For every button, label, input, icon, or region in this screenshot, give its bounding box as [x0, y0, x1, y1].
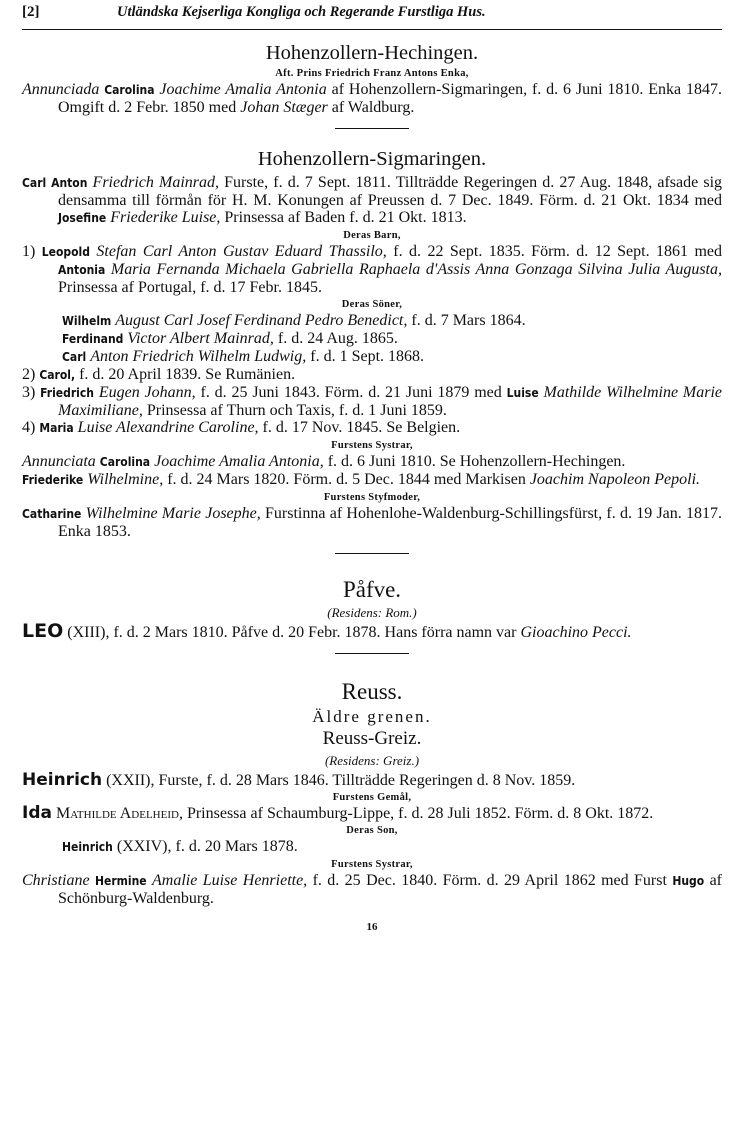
stepmother-entry: [22, 505, 722, 540]
name-bold: Friederike: [22, 473, 84, 487]
entry-text: Prinsessa af Baden f. d. 21 Okt. 1813.: [224, 209, 467, 226]
stepmother-label: Furstens Styfmoder,: [323, 492, 421, 503]
name-italic: Wilhelmine Marie Josephe,: [85, 505, 261, 522]
name-bold: Friedrich: [40, 386, 94, 400]
entry-text: f. d. 24 Aug. 1865.: [277, 330, 398, 347]
hechingen-subtitle: Aft. Prins Friedrich Franz Antons Enka,: [275, 68, 469, 79]
name-bold: Hugo: [672, 874, 705, 888]
child-4-entry: [22, 419, 722, 437]
entry-text: f. d. 20 April 1839. Se Rumänien.: [79, 366, 296, 383]
reuss-residence: (Residens: Greiz.): [324, 753, 420, 768]
son-carl-entry: [22, 348, 722, 366]
sister-annunciata-entry: [22, 453, 722, 471]
running-title: Utländska Kejserliga Kongliga och Regerande Furstliga Hus.: [117, 4, 486, 20]
name-bold: Hermine: [94, 874, 147, 888]
entry-text: f. d. 17 Nov. 1845. Se Belgien.: [262, 419, 461, 436]
entry-text: f. d. 7 Mars 1864.: [411, 312, 526, 329]
son-ferdinand-entry: [22, 330, 722, 348]
list-number: 3): [22, 384, 36, 401]
name-bold: Heinrich: [62, 840, 113, 854]
name-italic: Annunciata: [22, 453, 96, 470]
name-italic: Joachim Napoleon Pepoli.: [529, 471, 701, 488]
name-italic: Friedrich Mainrad,: [92, 174, 219, 191]
sister-friederike-entry: [22, 471, 722, 489]
reuss-sisters-label: Furstens Systrar,: [331, 859, 413, 870]
reuss-branch: Äldre grenen.: [312, 707, 432, 726]
name-italic: Mathilde Wilhelmine Marie Maximiliane,: [58, 384, 723, 419]
list-number: 2): [22, 366, 36, 383]
entry-text: af Waldburg.: [331, 99, 415, 116]
name-italic: Johan Stæger: [240, 99, 328, 116]
son-label: Deras Son,: [346, 825, 398, 836]
heinrich-xxiv-entry: [22, 838, 722, 856]
entry-text: (XIII), f. d. 2 Mars 1810. Påfve d. 20 Febr. 1878. Hans förra namn var: [67, 624, 517, 641]
child-3-entry: [22, 384, 722, 419]
hechingen-entry: [22, 81, 722, 116]
name-italic: Wilhelmine,: [87, 471, 164, 488]
entry-text: f. d. 24 Mars 1820. Förm. d. 5 Dec. 1844 med Markisen: [167, 471, 526, 488]
section-subtitle-greiz: Reuss-Greiz.: [322, 728, 422, 749]
christiane-entry: [22, 872, 722, 907]
name-italic: Gioachino Pecci.: [520, 624, 632, 641]
sisters-label: Furstens Systrar,: [331, 440, 413, 451]
name-italic: Maria Fernanda Michaela Gabriella Raphaela d'Assis Anna Gonzaga Silvina Julia Augusta,: [110, 261, 723, 278]
entry-text: Prinsessa af Portugal, f. d. 17 Febr. 1845.: [58, 279, 322, 296]
entry-text: f. d. 22 Sept. 1835. Förm. d. 12 Sept. 1861 med: [393, 243, 723, 260]
list-number: 4): [22, 419, 36, 436]
name-bold: Maria: [39, 421, 74, 435]
entry-text: Furste, f. d. 7 Sept. 1811. Tillträdde Regeringen d. 27 Aug. 1848, afsade sig densamma till förmån för H. M. Konungen af Preussen d. 7 Dec. 1849. Förm. d. 21 Okt. 1834 med: [58, 174, 723, 209]
son-wilhelm-entry: [22, 312, 722, 330]
entry-text: af Schönburg-Waldenburg.: [58, 872, 723, 907]
child-1-entry: [22, 243, 722, 296]
section-title-reuss: Reuss.: [341, 679, 403, 704]
entry-text: af Hohenzollern-Sigmaringen, f. d. 6 Juni 1810. Enka 1847. Omgift d. 2 Febr. 1850 med: [58, 81, 723, 116]
carl-anton-entry: [22, 174, 722, 227]
name-bold: Carl Anton: [22, 176, 88, 190]
name-bold: Heinrich: [22, 770, 103, 790]
ida-entry: [22, 805, 722, 822]
name-bold: Catharine: [22, 507, 82, 521]
name-italic: Eugen Johann,: [98, 384, 196, 401]
name-bold: Leopold: [41, 245, 90, 259]
name-italic: Joachime Amalia Antonia,: [154, 453, 324, 470]
entry-text: f. d. 25 Dec. 1840. Förm. d. 29 April 1862 med Furst: [312, 872, 667, 889]
entry-text: f. d. 6 Juni 1810. Se Hohenzollern-Hechingen.: [327, 453, 626, 470]
name-bold: Luise: [506, 386, 539, 400]
name-italic: Victor Albert Mainrad,: [127, 330, 274, 347]
running-header: [22, 4, 722, 30]
pope-entry: [22, 620, 722, 642]
entry-text: (XXII), Furste, f. d. 28 Mars 1846. Tillträdde Regeringen d. 8 Nov. 1859.: [106, 772, 576, 789]
name-italic: Amalie Luise Henriette,: [152, 872, 308, 889]
children-label: Deras Barn,: [343, 230, 401, 241]
name-italic: Luise Alexandrine Caroline,: [77, 419, 259, 436]
entry-text: Prinsessa af Thurn och Taxis, f. d. 1 Juni 1859.: [146, 402, 447, 419]
page: [22, 4, 722, 933]
name-italic: Stefan Carl Anton Gustav Eduard Thassilo,: [96, 243, 387, 260]
entry-text: Prinsessa af Schaumburg-Lippe, f. d. 28 Juli 1852. Förm. d. 8 Okt. 1872.: [186, 805, 654, 822]
child-2-entry: [22, 366, 722, 384]
page-label: [2]: [22, 4, 40, 20]
name-bold: Ida: [22, 803, 52, 823]
section-title-sigmaringen: Hohenzollern-Sigmaringen.: [257, 148, 487, 170]
name-italic: Joachime Amalia Antonia: [159, 81, 327, 98]
spouse-label: Furstens Gemål,: [332, 792, 412, 803]
list-number: 1): [22, 243, 36, 260]
name-bold: Carolina: [104, 83, 155, 97]
name-bold: Ferdinand: [62, 332, 124, 346]
name-italic: Annunciada: [22, 81, 100, 98]
entry-text: f. d. 1 Sept. 1868.: [310, 348, 425, 365]
pafve-residence: (Residens: Rom.): [327, 605, 417, 620]
sons-label: Deras Söner,: [341, 299, 403, 310]
name-bold: LEO: [22, 620, 64, 642]
entry-text: f. d. 25 Juni 1843. Förm. d. 21 Juni 1879 med: [200, 384, 502, 401]
entry-text: (XXIV), f. d. 20 Mars 1878.: [116, 838, 298, 855]
page-number: 16: [366, 921, 378, 933]
section-title-hechingen: Hohenzollern-Hechingen.: [265, 42, 479, 64]
heinrich-xxii-entry: [22, 772, 722, 789]
name-bold: Antonia: [58, 263, 106, 277]
name-italic: Christiane: [22, 872, 90, 889]
name-bold: Carol,: [39, 368, 76, 382]
name-bold: Carolina: [99, 455, 151, 469]
name-smallcaps: Mathilde Adelheid,: [55, 805, 183, 822]
entry-text: Furstinna af Hohenlohe-Waldenburg-Schillingsfürst, f. d. 19 Jan. 1817. Enka 1853.: [58, 505, 723, 540]
name-italic: Anton Friedrich Wilhelm Ludwig,: [90, 348, 307, 365]
name-italic: Friederike Luise,: [110, 209, 221, 226]
name-bold: Carl: [62, 350, 87, 364]
name-italic: August Carl Josef Ferdinand Pedro Benedict,: [115, 312, 408, 329]
name-bold: Wilhelm: [62, 314, 112, 328]
name-bold: Josefine: [58, 211, 107, 225]
section-title-pafve: Påfve.: [342, 577, 402, 602]
